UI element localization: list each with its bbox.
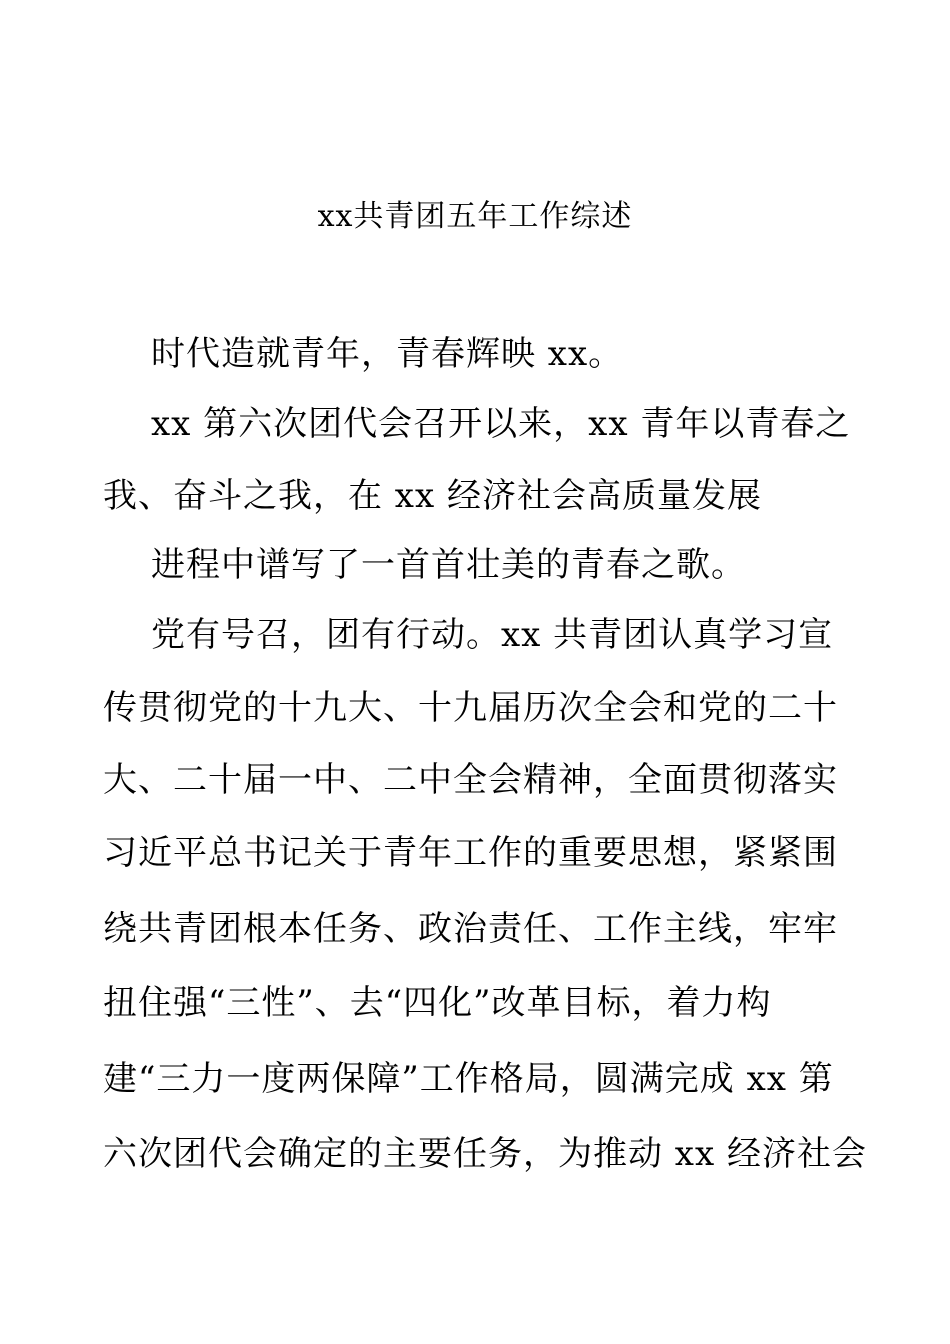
document-title: xx共青团五年工作综述 (317, 199, 633, 234)
paragraph-line: 传贯彻党的十九大、十九届历次全会和党的二十 (103, 688, 838, 728)
paragraph-line: xx 第六次团代会召开以来，xx 青年以青春之 (151, 404, 851, 444)
paragraph-line: 绕共青团根本任务、政治责任、工作主线，牢牢 (103, 909, 838, 949)
paragraph-line: 六次团代会确定的主要任务，为推动 xx 经济社会 (103, 1134, 867, 1174)
paragraph-line: 扭住强“三性”、去“四化”改革目标，着力构 (103, 983, 772, 1023)
paragraph-line: 进程中谱写了一首首壮美的青春之歌。 (151, 545, 746, 585)
paragraph-line: 大、二十届一中、二中全会精神，全面贯彻落实 (103, 760, 838, 800)
paragraph-line: 习近平总书记关于青年工作的重要思想，紧紧围 (103, 833, 838, 873)
paragraph-line: 党有号召，团有行动。xx 共青团认真学习宣 (151, 615, 834, 655)
paragraph-line: 时代造就青年，青春辉映 xx。 (151, 334, 624, 374)
paragraph-line: 我、奋斗之我，在 xx 经济社会高质量发展 (103, 476, 762, 516)
paragraph-line: 建“三力一度两保障”工作格局，圆满完成 xx 第 (103, 1059, 834, 1099)
